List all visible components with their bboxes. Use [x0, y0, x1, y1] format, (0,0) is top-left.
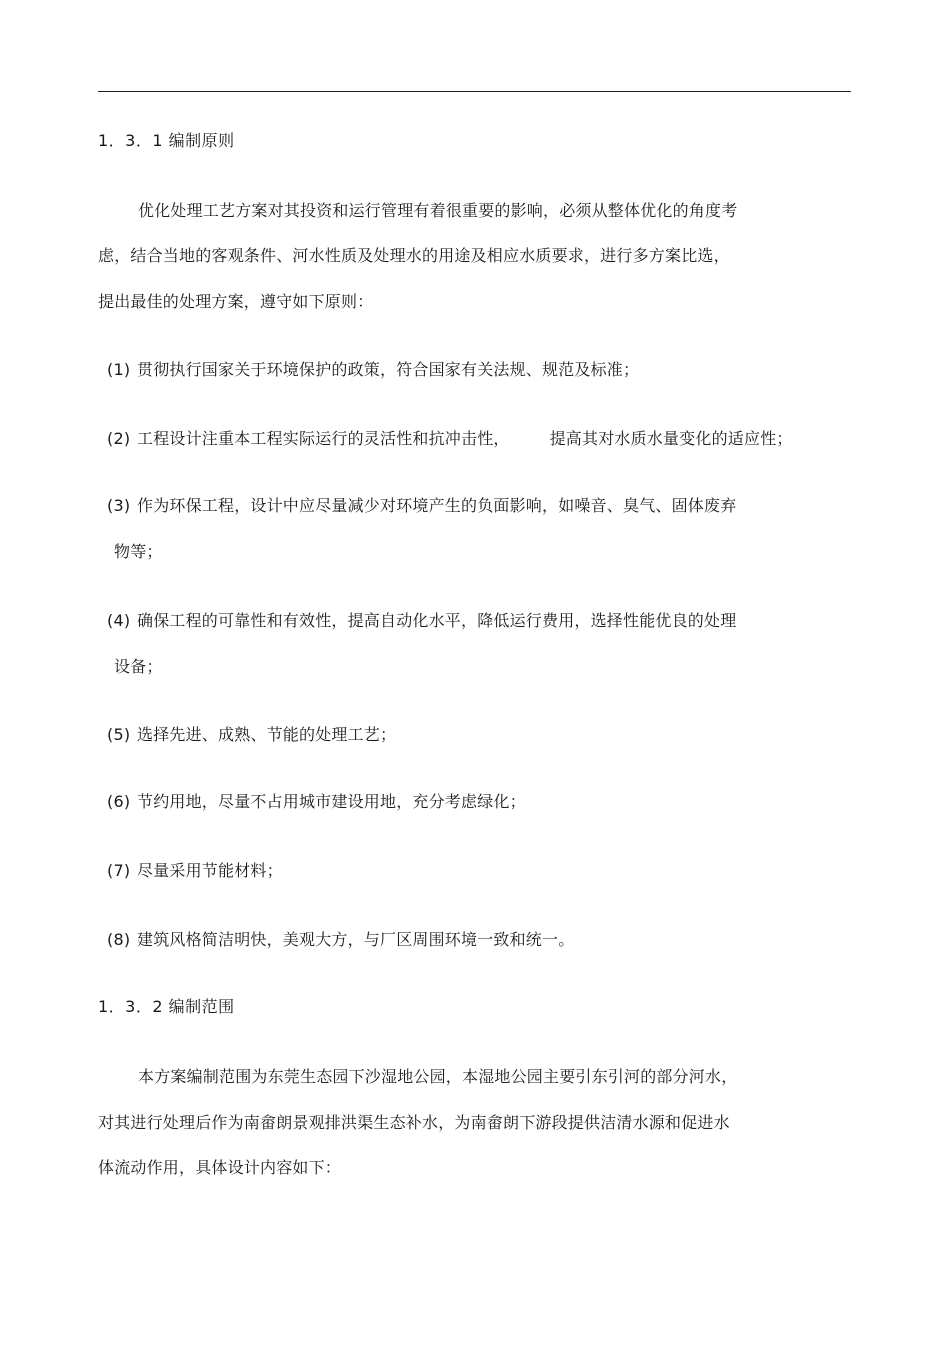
list-item-text: 工程设计注重本工程实际运行的灵活性和抗冲击性， — [137, 429, 510, 448]
list-item-number: (1) — [107, 360, 131, 379]
intro-line-1: 优化处理工艺方案对其投资和运行管理有着很重要的影响，必须从整体优化的角度考 — [138, 201, 738, 220]
list-item-number: (7) — [107, 861, 131, 880]
list-item-number: (2) — [107, 429, 131, 448]
list-item-number: (5) — [107, 725, 131, 744]
section-heading-2: 1．3．2 编制范围 — [98, 997, 235, 1016]
list-item-number: (6) — [107, 792, 131, 811]
body-line-2: 对其进行处理后作为南畲朗景观排洪渠生态补水，为南畲朗下游段提供洁清水源和促进水 — [98, 1113, 730, 1132]
list-item-text: 尽量采用节能材料； — [137, 861, 283, 880]
header-rule — [98, 91, 851, 92]
list-item-number: (8) — [107, 930, 131, 949]
list-item-4-continuation: 设备； — [114, 657, 163, 676]
list-item-8 — [107, 930, 574, 950]
list-item-number: (4) — [107, 611, 131, 630]
body-line-3: 体流动作用，具体设计内容如下： — [98, 1158, 342, 1177]
list-item-1 — [107, 360, 639, 380]
section-heading-1: 1．3．1 编制原则 — [98, 131, 235, 150]
list-item-7 — [107, 861, 283, 881]
list-item-3-continuation: 物等； — [114, 542, 163, 561]
list-item-number: (3) — [107, 496, 131, 515]
list-item-text: 节约用地，尽量不占用城市建设用地，充分考虑绿化； — [137, 792, 526, 811]
list-item-6 — [107, 792, 526, 812]
intro-line-2: 虑，结合当地的客观条件、河水性质及处理水的用途及相应水质要求，进行多方案比选， — [98, 246, 730, 265]
list-item-text: 建筑风格简洁明快，美观大方，与厂区周围环境一致和统一。 — [137, 930, 575, 949]
list-item-5 — [107, 725, 396, 745]
list-item-4 — [107, 611, 736, 631]
list-item-text: 贯彻执行国家关于环境保护的政策，符合国家有关法规、规范及标准； — [137, 360, 640, 379]
list-item-text: 作为环保工程，设计中应尽量减少对环境产生的负面影响，如噪音、臭气、固体废弃 — [137, 496, 737, 515]
body-line-1: 本方案编制范围为东莞生态园下沙湿地公园，本湿地公园主要引东引河的部分河水， — [138, 1067, 738, 1086]
list-item-text: 确保工程的可靠性和有效性，提高自动化水平，降低运行费用，选择性能优良的处理 — [137, 611, 737, 630]
list-item-text: 选择先进、成熟、节能的处理工艺； — [137, 725, 397, 744]
intro-line-3: 提出最佳的处理方案，遵守如下原则： — [98, 292, 374, 311]
list-item-2 — [107, 429, 793, 449]
list-item-3 — [107, 496, 736, 516]
list-item-text-continued: 提高其对水质水量变化的适应性； — [549, 429, 793, 448]
